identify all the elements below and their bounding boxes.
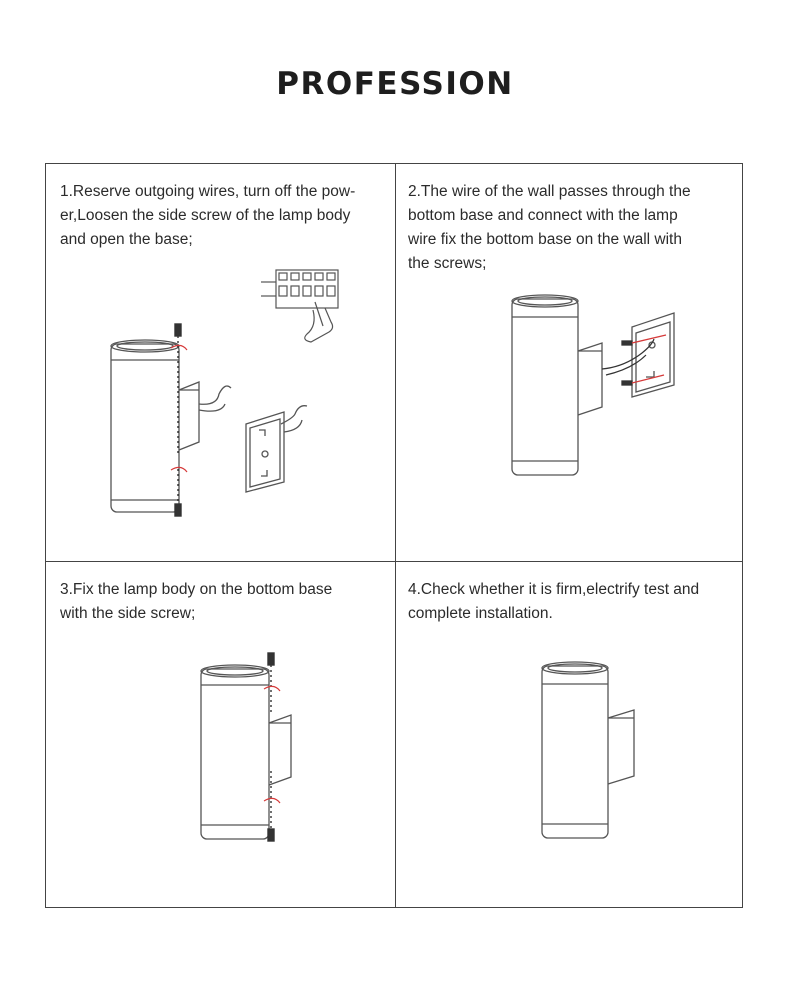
lamp-body-icon	[201, 665, 291, 839]
step-1-line: 1.Reserve outgoing wires, turn off the pow-	[60, 183, 356, 200]
step-2-line: 2.The wire of the wall passes through the	[408, 183, 691, 200]
step-4-line: complete installation.	[408, 605, 553, 622]
base-plate-icon	[246, 406, 307, 492]
step-3-text	[60, 578, 370, 626]
lamp-body-icon	[512, 295, 602, 475]
step-3-line: with the side screw;	[60, 605, 196, 622]
step-4-illustration	[536, 656, 646, 846]
step-1-line: and open the base;	[60, 231, 193, 248]
step-4-text	[408, 578, 728, 626]
step-2-text	[408, 180, 718, 276]
step-2-line: wire fix the bottom base on the wall with	[408, 231, 682, 248]
step-3-illustration	[191, 649, 331, 849]
lamp-body-icon	[111, 340, 231, 512]
step-1-text	[60, 180, 370, 252]
page-title: PROFESSION	[276, 66, 514, 102]
instruction-grid	[45, 163, 743, 908]
step-2-illustration	[506, 289, 706, 489]
lamp-body-icon	[542, 662, 634, 838]
screw-icon	[175, 324, 181, 516]
grid-divider-horizontal	[46, 561, 742, 562]
step-1-line: er,Loosen the side screw of the lamp body	[60, 207, 351, 224]
grid-divider-vertical	[395, 164, 396, 907]
step-2-line: the screws;	[408, 255, 487, 272]
screw-icon	[622, 335, 666, 385]
step-2-line: bottom base and connect with the lamp	[408, 207, 678, 224]
step-1-illustration	[101, 264, 361, 524]
rotate-arrow-icon	[264, 686, 280, 803]
terminal-block-icon	[261, 270, 338, 342]
step-4-line: 4.Check whether it is firm,electrify test and	[408, 581, 700, 598]
step-3-line: 3.Fix the lamp body on the bottom base	[60, 581, 333, 598]
